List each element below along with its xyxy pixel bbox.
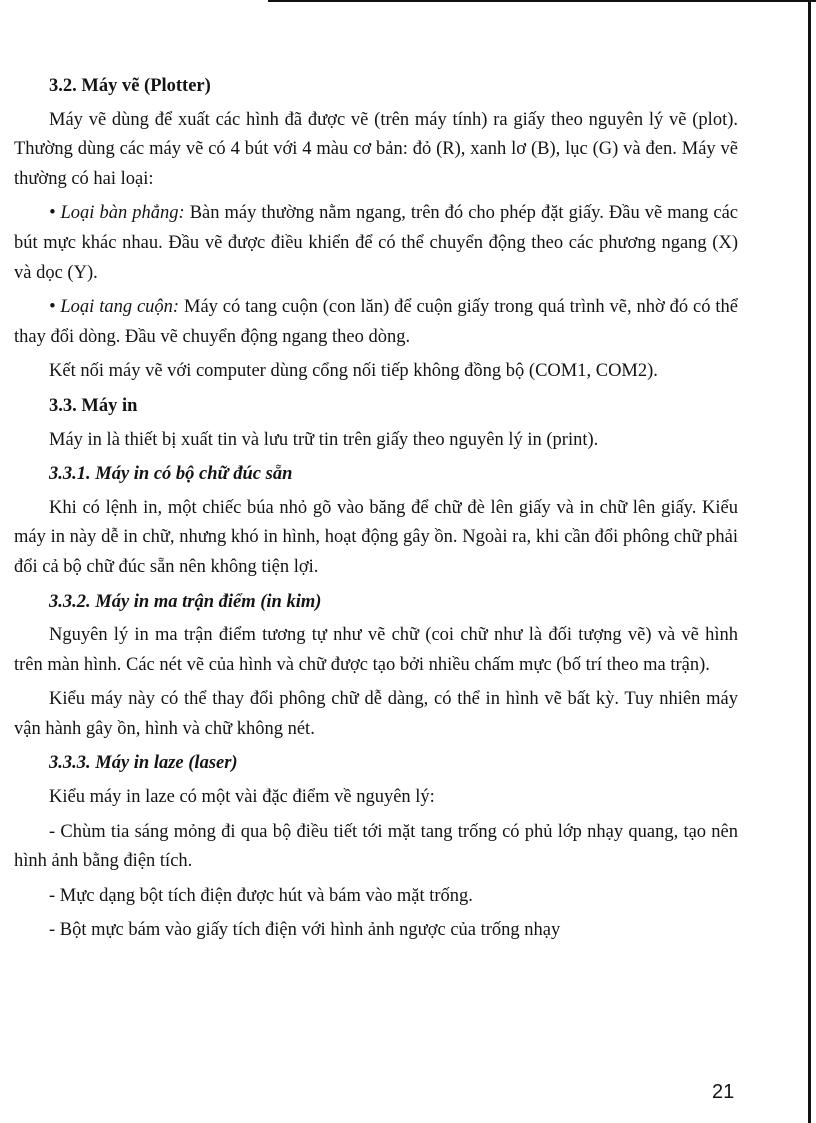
laser-item-2: - Mực dạng bột tích điện được hút và bám vào mặt trống. [49,885,473,906]
plotter-connection-paragraph: Kết nối máy vẽ với computer dùng cổng nối tiếp không đồng bộ (COM1, COM2). [49,361,658,382]
plotter-intro-paragraph: Máy vẽ dùng để xuất các hình đã được vẽ (trên máy tính) ra giấy theo nguyên lý vẽ (plot). Thường dùng các máy vẽ có 4 bút với 4 màu cơ bản: đỏ (R), xanh lơ (B), lục (G) và đen. Máy vẽ thường có hai loại: [14,109,738,189]
section-heading-3-3-3: 3.3.3. Máy in laze (laser) [49,753,238,774]
drum-plotter-bullet [14,293,738,352]
drum-plotter-lead: • Loại tang cuộn: [49,297,180,318]
impact-printer-paragraph: Khi có lệnh in, một chiếc búa nhỏ gõ vào băng để chữ đè lên giấy và in chữ lên giấy. Kiểu máy in này dễ in chữ, nhưng khó in hình, hoạt động gây ồn. Ngoài ra, khi cần đổi phông chữ phải đổi cả bộ chữ đúc sẵn nên không tiện lợi. [14,497,738,577]
top-border-line [268,0,816,2]
dot-matrix-principle-paragraph: Nguyên lý in ma trận điểm tương tự như vẽ chữ (coi chữ như là đối tượng vẽ) và vẽ hình trên màn hình. Các nét vẽ của hình và chữ được tạo bởi nhiều chấm mực (bố trí theo ma trận). [14,625,738,675]
printer-intro-paragraph: Máy in là thiết bị xuất tin và lưu trữ tin trên giấy theo nguyên lý in (print). [49,429,599,450]
flatbed-plotter-bullet [14,199,738,288]
laser-item-1: - Chùm tia sáng mỏng đi qua bộ điều tiết tới mặt tang trống có phủ lớp nhạy quang, tạo nên hình ảnh bằng điện tích. [14,821,738,872]
page-content [14,72,738,946]
drum-plotter-text: Máy có tang cuộn (con lăn) để cuộn giấy trong quá trình vẽ, nhờ đó có thể thay đổi dòng. Đầu vẽ chuyển động ngang theo dòng. [14,297,739,347]
laser-item-3: - Bột mực bám vào giấy tích điện với hình ảnh ngược của trống nhạy [49,920,561,941]
flatbed-plotter-lead: • Loại bàn phẳng: [49,203,185,224]
right-border-line [808,0,811,1123]
section-heading-3-2: 3.2. Máy vẽ (Plotter) [49,76,211,96]
section-heading-3-3: 3.3. Máy in [49,395,138,416]
flatbed-plotter-text: Bàn máy thường nằm ngang, trên đó cho phép đặt giấy. Đầu vẽ mang các bút mực khác nhau. Đầu vẽ được điều khiển để có thể chuyển động theo các phương ngang (X) và dọc (Y). [14,203,738,283]
page-number: 21 [712,1081,735,1103]
section-heading-3-3-1: 3.3.1. Máy in có bộ chữ đúc sẵn [49,464,293,485]
dot-matrix-features-paragraph: Kiểu máy này có thể thay đổi phông chữ dễ dàng, có thể in hình vẽ bất kỳ. Tuy nhiên máy vận hành gây ồn, hình và chữ không nét. [14,689,738,739]
section-heading-3-3-2: 3.3.2. Máy in ma trận điểm (in kim) [49,591,322,612]
laser-intro-paragraph: Kiểu máy in laze có một vài đặc điểm về nguyên lý: [49,787,435,808]
